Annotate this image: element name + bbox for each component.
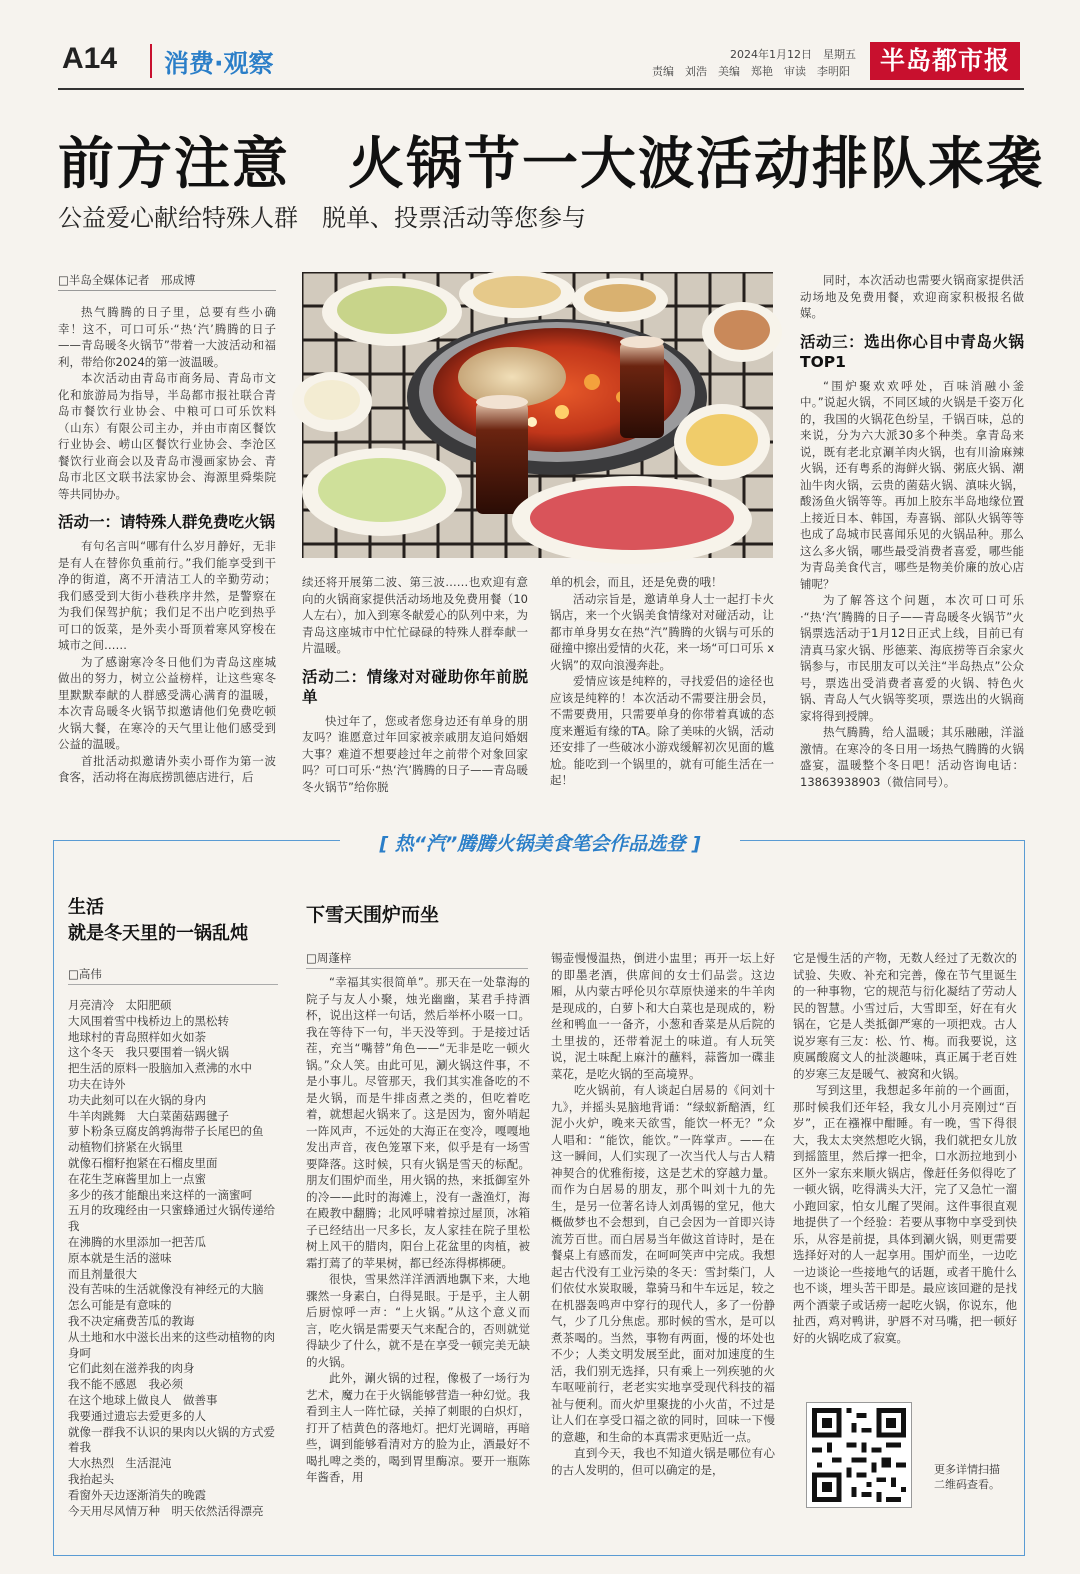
poem-line: 我要通过遗忘去爱更多的人 bbox=[68, 1408, 206, 1423]
essay2-author: □周蓬梓 bbox=[306, 951, 352, 965]
poem-line: 就像石榴籽抱紧在石榴皮里面 bbox=[68, 1155, 218, 1170]
date-line: 2024年1月12日 星期五 bbox=[730, 48, 856, 61]
headline: 前方注意 火锅节一大波活动排队来袭 bbox=[58, 132, 1044, 197]
poem-line: 今天用尽风情万种 明天依然活得漂亮 bbox=[68, 1503, 264, 1518]
essay1-title-line2: 就是冬天里的一锅乱炖 bbox=[68, 923, 248, 944]
poem-line: 功夫此刻可以在火锅的身内 bbox=[68, 1092, 206, 1107]
paragraph: 写到这里，我想起多年前的一个画面，那时候我们还年轻，我女儿小月亮刚过“百岁”，正在襁褓中酣睡。有一晚，雪下得很大，我太太突然想吃火锅，我们就把女儿放到摇篮里，然后撑一把伞，口水沥拉地到小区外一家东来顺火锅店，像赶任务似得吃了一顿火锅，吃得满头大汗，完了又急忙一溜小跑回家，怕女儿醒了哭闹。这件事很直观地提供了一个经验：若要从事物中享受到快乐，从容是前提，具体到涮火锅，则更需要选择好对的人一起享用。围炉而坐，一边吃一边谈论一些接地气的话题，或者干脆什么也不谈，埋头苦干即是。最应该回避的是找两个酒蒙子或话痨一起吃火锅，你说东，他扯西，鸡对鸭讲，驴唇不对马嘴，把一顿好好的火锅吃成了寂寞。 bbox=[793, 1083, 1017, 1345]
essay1-title bbox=[68, 895, 248, 947]
essay2-rule bbox=[306, 968, 528, 969]
paragraph: 活动宗旨是，邀请单身人士一起打卡火锅店，来一个火锅美食情缘对对碰活动，让都市单身男女在热“汽”腾腾的火锅与可乐的碰撞中擦出爱情的火花，来一场“可口可乐 x火锅”的双向浪漫奔赴。 bbox=[550, 591, 774, 672]
article-column-3 bbox=[550, 574, 774, 787]
paragraph: 锡壶慢慢温热，倒进小盅里；再开一坛上好的即墨老酒，供席间的女士们品尝。这边厢，从内蒙古呼伦贝尔草原快递来的牛羊肉是现成的，白萝卜和大白菜也是现成的，粉丝和鸭血一一备齐，小葱和香菜是从后院的土里拔的，还带着泥土的味道。有人玩笑说，泥土味配上麻汁的蘸料，蒜酱加一碟韭菜花，是吃火锅的至高境界。 bbox=[551, 951, 775, 1081]
article-column-1 bbox=[58, 304, 276, 784]
poem-line: 萝卜粉条豆腐皮鸽鹑海带子长尾巴的鱼 bbox=[68, 1124, 264, 1139]
paragraph: 为了解答这个问题，本次可口可乐·“热‘汽’腾腾的日子——青岛暖冬火锅节”火锅票选活动于1月12日正式上线，目前已有清真马家火锅、彤德莱、海底捞等百余家火锅参与，市民朋友可以关注“半岛热点”公众号，票选出受消费者喜爱的火锅、特色火锅、青岛人气火锅等奖项，票选出的火锅商家将得到授牌。 bbox=[800, 593, 1024, 723]
paragraph: “围炉聚欢欢呼处，百味消融小釜中。”说起火锅，不同区域的火锅是千姿万化的，我国的火锅花色纷呈，千锅百味，总的来说，分为六大派30多个种类。拿青岛来说，既有老北京涮羊肉火锅，也有川渝麻辣火锅，还有粤系的海鲜火锅、粥底火锅、潮汕牛肉火锅，云贵的菌菇火锅、滇味火锅，酸汤鱼火锅等等。再加上胶东半岛地缘位置上接近日本、韩国，寿喜锅、部队火锅等等也成了岛城市民喜闻乐见的火锅品种。那么这么多火锅，哪些最受消费者喜爱，哪些能为青岛美食代言，哪些是物美价廉的放心店铺呢？ bbox=[800, 378, 1024, 591]
paragraph: 直到今天，我也不知道火锅是哪位有心的古人发明的，但可以确定的是， bbox=[551, 1446, 775, 1477]
article-column-4 bbox=[800, 272, 1024, 789]
poem-line: 它们此刻在滋养我的肉身 bbox=[68, 1361, 195, 1376]
poem-line: 在沸腾的水里添加一把苦瓜 bbox=[68, 1234, 206, 1249]
paragraph: 同时，本次活动也需要火锅商家提供活动场地及免费用餐，欢迎商家积极报名做媒。 bbox=[800, 273, 1024, 320]
paragraph: 单的机会，而且，还是免费的哦！ bbox=[550, 575, 723, 589]
poem-line: 没有苦味的生活就像没有神经元的大脑 bbox=[68, 1282, 264, 1297]
essay2-column-3 bbox=[793, 950, 1017, 1345]
paragraph: “幸福其实很简单”。那天在一处靠海的院子与友人小聚，烛光幽幽，某君手持酒杯，说出这样一句话，然后举杯小啜一口。我在等待下一句，半天没等到。于是接过话茬，充当“嘴替”角色——“无非是吃一顿火锅。”众人笑。由此可见，涮火锅这件事，不是小事儿。尽管那天，我们其实准备吃的不是火锅，而是牛排卤煮之类的，但吃着吃着，就想起火锅来了。这是因为，窗外哨起一阵风声，不远处的大海正在变冷，嘎嘎地发出声音，夜色笼罩下来，似乎是有一场雪要降落。这时候，只有火锅是雪天的标配。朋友们围炉而坐，用火锅的热，来抵御室外的冷——此时的海滩上，没有一盏渔灯，海在殿教中翻腾；北风呼啸着掠过屋顶，冰箱子已经结出一尺多长，友人家挂在院子里松树上风干的腊肉，阳台上花盆里的肉植，被霜打蔫了的苹果树，都已经冻得梆梆硬。 bbox=[306, 975, 530, 1270]
essay2-column-1 bbox=[306, 974, 530, 1536]
byline: □半岛全媒体记者 邢成博 bbox=[58, 273, 196, 287]
poem-line: 五月的玫瑰经由一只蜜蜂通过火锅传递给我 bbox=[68, 1203, 275, 1234]
subheadline: 公益爱心献给特殊人群 脱单、投票活动等您参与 bbox=[58, 204, 586, 232]
essay1-rule bbox=[68, 984, 278, 985]
paragraph: 吃火锅前，有人谈起白居易的《问刘十九》，并摇头晃脑地背诵：“绿蚁新醅酒，红泥小火炉，晚来天欲雪，能饮一杯无？”众人唱和：“能饮，能饮。”一阵掌声。——在这一瞬间，人们实现了一次当代人与古人精神契合的优雅衔接，这是艺术的穿越力量。而作为白居易的朋友，那个叫刘十九的先生，是另一位著名诗人刘禹锡的堂兄，他大概做梦也不会想到，自己会因为一首即兴诗流芳百世。而白居易当年做这首诗时，是在餐桌上有感而发，在呵呵笑声中完成。我想起古代没有工业污染的冬天：雪封柴门，人们依仗水炭取暖，靠骑马和牛车远足，较之在机器轰鸣声中穿行的现代人，多了一份静气，少了几分焦虑。那时候的雪水，是可以煮茶喝的。当然，事物有两面，慢的坏处也不少；人类文明发展至此，面对加速度的生活，我们别无选择，只有乘上一列疾驰的火车呕哑前行，老老实实地享受现代科技的福祉与便利。而火炉里聚拢的小火苗，不过是让人们在享受口福之欲的同时，回味一下慢的意趣，和生命的本真需求更贴近一点。 bbox=[551, 1083, 775, 1444]
poem-line: 我不决定痛费苦瓜的教诲 bbox=[68, 1313, 195, 1328]
newspaper-logo: 半岛都市报 bbox=[870, 42, 1020, 80]
paragraph: 此外，涮火锅的过程，像极了一场行为艺术，魔力在于火锅能够营造一种幻觉。我看到主人一阵忙碌，关掉了刺眼的白炽灯，打开了桔黄色的落地灯。把灯光调暗，再暗些，调到能够看清对方的脸为止，酒最好不喝扎啤之类的，喝到胃里酶凉。要开一瓶陈年酱香，用 bbox=[306, 1371, 530, 1484]
paragraph: 热气腾腾的日子里，总要有些小确幸！这不，可口可乐·“热‘汽’腾腾的日子——青岛暖冬火锅节”带着一大波活动和福利，带给你2024的第一波温暖。 bbox=[58, 305, 276, 369]
paragraph: 热气腾腾，给人温暖；其乐融融，洋溢激情。在寒冷的冬日用一场热气腾腾的火锅盛宴，温暖整个冬日吧！活动咨询电话：13863938903（微信同号）。 bbox=[800, 725, 1024, 789]
section-name: 消费·观察 bbox=[164, 49, 274, 78]
subheading-activity-2: 活动二：情缘对对碰助你年前脱单 bbox=[302, 667, 528, 706]
poem-line: 我抬起头 bbox=[68, 1471, 114, 1486]
staff-line: 责编 刘浩 美编 郑艳 审读 李明阳 bbox=[652, 65, 850, 78]
poem-line: 原本就是生活的滋味 bbox=[68, 1250, 172, 1265]
poem-line: 把生活的原料一股脑加入煮沸的水中 bbox=[68, 1061, 252, 1076]
essay1-poem bbox=[68, 998, 280, 1538]
poem-line: 地球村的青岛照样如火如荼 bbox=[68, 1029, 206, 1044]
poem-line: 这个冬天 我只要围着一锅火锅 bbox=[68, 1045, 229, 1060]
paragraph: 为了感谢寒冷冬日他们为青岛这座城做出的努力，树立公益榜样，让这些寒冬里默默奉献的人群感受满心满育的温暖，本次青岛暖冬火锅节拟邀请他们免费吃顿火锅大餐，在寒冷的天气里让他们感受到公益的温暖。 bbox=[58, 654, 276, 751]
paragraph: 爱情应该是纯粹的，寻找爱侣的途径也应该是纯粹的！本次活动不需要注册会员，不需要费用，只需要单身的你带着真诚的态度来邂逅有缘的TA。除了美味的火锅，活动还安排了一些破冰小游戏缓解初次见面的尴尬。能吃到一个锅里的，就有可能生活在一起！ bbox=[550, 674, 774, 787]
poem-line: 多少的孩才能酿出来这样的一滴蜜呵 bbox=[68, 1187, 252, 1202]
subheading-activity-1: 活动一：请特殊人群免费吃火锅 bbox=[58, 513, 276, 531]
poem-line: 而且剂量很大 bbox=[68, 1266, 137, 1281]
byline-rule bbox=[58, 290, 276, 291]
header-separator bbox=[150, 44, 152, 78]
poem-line: 从土地和水中滋长出来的这些动植物的肉身呵 bbox=[68, 1329, 275, 1360]
header-rule bbox=[58, 88, 1024, 90]
subheading-activity-3: 活动三：选出你心目中青岛火锅TOP1 bbox=[800, 332, 1024, 371]
poem-line: 大风围着雪中栈桥边上的黑松转 bbox=[68, 1013, 229, 1028]
poem-line: 看窗外天边逐渐消失的晚霞 bbox=[68, 1487, 206, 1502]
poem-line: 月亮清冷 太阳肥硕 bbox=[68, 998, 172, 1012]
poem-line: 功夫在诗外 bbox=[68, 1076, 126, 1091]
paragraph: 它是慢生活的产物，无数人经过了无数次的试验、失败、补充和完善，像在节气里诞生的一种事物，它的规范与衍化凝结了劳动人民的智慧。小雪过后，大雪即至，好在有火锅在，它是人类抵御严寒的一项把戏。古人说岁寒有三友：松、竹、梅。而我要说，这庾属酸腐文人的扯淡趣味，真正属于老百姓的岁寒三友是暖气、被窝和火锅。 bbox=[793, 951, 1017, 1081]
poem-line: 就像一群我不认识的果肉以火锅的方式爱着我 bbox=[68, 1424, 275, 1455]
essay2-column-2 bbox=[551, 950, 775, 1536]
page-number: A14 bbox=[62, 42, 118, 75]
qr-caption: 更多详情扫描二维码查看。 bbox=[934, 1463, 1000, 1491]
paragraph: 很快，雪果然洋洋洒洒地飘下来，大地骤然一身素白，白得晃眼。于是乎，主人朝后厨惊呼一声：“上火锅。”从这个意义而言，吃火锅是需要天气来配合的，否则就觉得缺少了什么，就不是在享受一顿完美无缺的火锅。 bbox=[306, 1272, 530, 1369]
qr-code-icon bbox=[807, 1403, 911, 1507]
poem-line: 牛羊肉跳舞 大白菜菌菇踢毽子 bbox=[68, 1108, 229, 1123]
poem-line: 怎么可能是有意味的 bbox=[68, 1298, 172, 1313]
qr-code[interactable] bbox=[806, 1402, 912, 1508]
paragraph: 有句名言叫“哪有什么岁月静好，无非是有人在替你负重前行。”我们能享受到干净的街道，离不开清洁工人的辛勤劳动；我们感受到大街小巷秩序井然，是警察在为我们保驾护航；我们足不出户吃到热乎可口的饭菜，是外卖小哥顶着寒风穿梭在城市之间…… bbox=[58, 539, 276, 652]
article-column-2 bbox=[302, 574, 528, 794]
essay1-title-line1: 生活 bbox=[68, 897, 104, 918]
poem-line: 动植物们挤紧在火锅里 bbox=[68, 1140, 183, 1155]
poem-line: 在花生芝麻酱里加上一点蜜 bbox=[68, 1171, 206, 1186]
essay2-title: 下雪天围炉而坐 bbox=[306, 904, 440, 926]
hotpot-photo bbox=[302, 272, 773, 558]
poem-line: 大水热烈 生活混沌 bbox=[68, 1456, 172, 1471]
paragraph: 快过年了，您或者您身边还有单身的朋友吗？谁愿意过年回家被亲戚朋友追问婚姻大事？难道不想要趁过年之前带个对象回家吗？可口可乐·“热‘汽’腾腾的日子——青岛暖冬火锅节”给你脱 bbox=[302, 713, 528, 794]
hotpot-photo-image bbox=[302, 272, 773, 558]
essay1-author: □高伟 bbox=[68, 967, 102, 981]
poem-line: 在这个地球上做良人 做善事 bbox=[68, 1392, 218, 1407]
paragraph: 首批活动拟邀请外卖小哥作为第一波食客，活动将在海底捞凯德店进行，后 bbox=[58, 753, 276, 784]
paragraph: 续还将开展第二波、第三波……也欢迎有意向的火锅商家提供活动场地及免费用餐（10人左右），加入到寒冬献爱心的队列中来，为青岛这座城市中忙忙碌碌的特殊人群奉献一片温暖。 bbox=[302, 575, 528, 655]
poem-line: 我不能不感恩 我必须 bbox=[68, 1377, 183, 1392]
paragraph: 本次活动由青岛市商务局、青岛市文化和旅游局为指导，半岛都市报社联合青岛市餐饮行业协会、中粮可口可乐饮料（山东）有限公司主办，并由市南区餐饮行业协会、崂山区餐饮行业协会、李沧区餐饮行业商会以及青岛市漫画家协会、青岛市北区文联书法家协会、海源里舜柴院等共同协办。 bbox=[58, 371, 276, 501]
panel-title: [ 热“汽”腾腾火锅美食笔会作品选登 ] bbox=[340, 832, 740, 856]
